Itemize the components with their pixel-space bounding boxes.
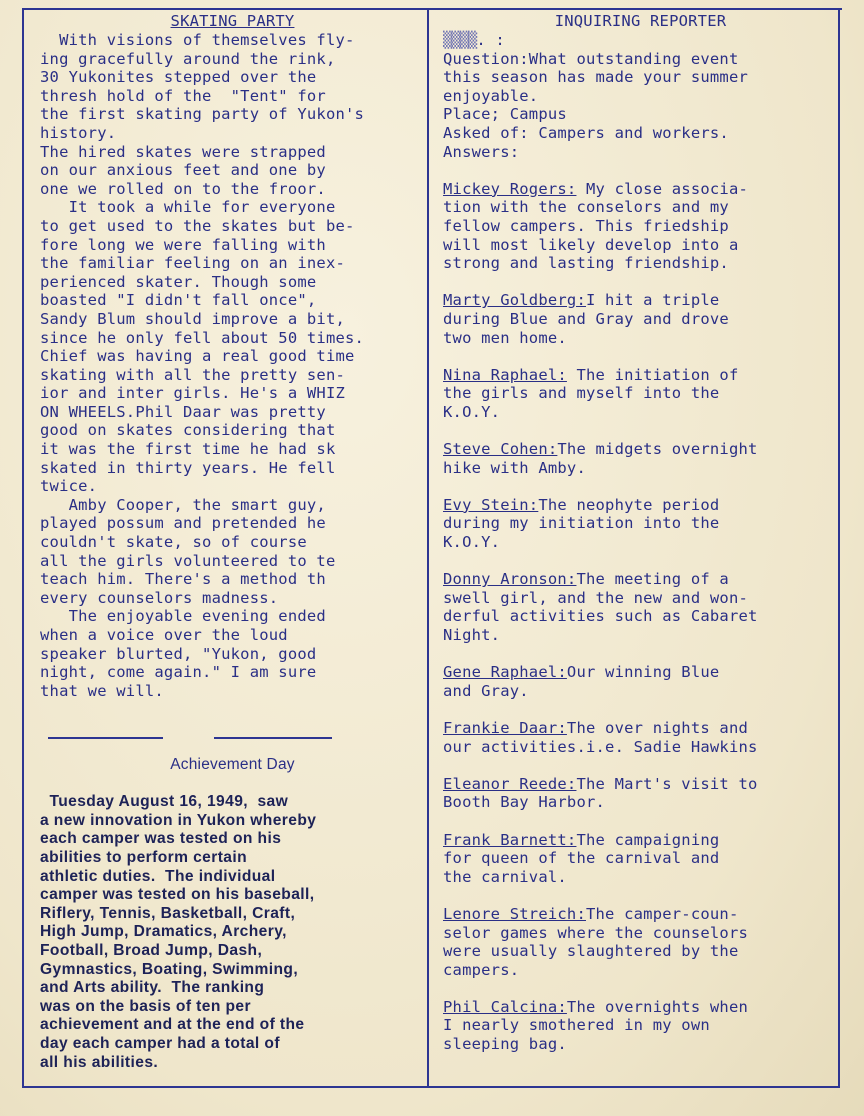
skating-text-line: ior and inter girls. He's a WHIZ — [40, 384, 346, 403]
answer-text-line: K.O.Y. — [443, 533, 501, 552]
skating-text-line: twice. — [40, 477, 98, 496]
achievement-text-line: Gymnastics, Boating, Swimming, — [40, 960, 299, 978]
achievement-text-line: all his abilities. — [40, 1053, 159, 1071]
skating-text-line: It took a while for everyone — [40, 198, 336, 217]
skating-text-line: 30 Yukonites stepped over the — [40, 68, 317, 87]
skating-text-line: on our anxious feet and one by — [40, 161, 326, 180]
answer-text-line: The initiation of — [566, 365, 739, 384]
answer-text-line: tion with the conselors and my — [443, 198, 729, 217]
answer-name: Gene Raphael: — [443, 663, 567, 682]
answer-text-line: The midgets overnight — [557, 440, 758, 459]
skating-text-line: The enjoyable evening ended — [40, 607, 326, 626]
smudge-text: . : — [476, 31, 505, 49]
answer-text-line: strong and lasting friendship. — [443, 254, 729, 273]
achievement-title: Achievement Day — [170, 756, 295, 773]
skating-text-line: it was the first time he had sk — [40, 440, 336, 459]
reporter-intro-line: Answers: — [443, 142, 520, 161]
answer-name: Steve Cohen: — [443, 440, 558, 459]
achievement-text-line: High Jump, Dramatics, Archery, — [40, 923, 287, 941]
answer-text-line: Our winning Blue — [566, 663, 720, 682]
answer-text-line: derful activities such as Cabaret — [443, 607, 758, 626]
answer-text-line: were usually slaughtered by the — [443, 942, 739, 961]
answer-name: Marty Goldberg: — [443, 291, 586, 310]
achievement-text-line: Tuesday August 16, 1949, saw — [40, 793, 289, 811]
achievement-text-line: and Arts ability. The ranking — [40, 979, 265, 997]
skating-text-line: that we will. — [40, 681, 164, 700]
achievement-text-line: Riflery, Tennis, Basketball, Craft, — [40, 904, 296, 922]
skating-text-line: With visions of themselves fly- — [40, 31, 355, 49]
answer-name: Evy Stein: — [443, 495, 539, 514]
reporter-intro-line: Question:What outstanding event — [443, 49, 739, 68]
skating-text-line: fore long we were falling with — [40, 235, 326, 254]
skating-text-line: skating with all the pretty sen- — [40, 365, 346, 384]
answer-text-line: swell girl, and the new and won- — [443, 588, 749, 607]
skating-text-line: perienced skater. Though some — [40, 272, 317, 291]
reporter-intro-line: enjoyable. — [443, 86, 539, 105]
skating-text-line: night, come again." I am sure — [40, 663, 317, 682]
answer-entry — [443, 496, 838, 570]
left-border — [22, 8, 24, 1088]
answer-text-line: selor games where the counselors — [443, 923, 749, 942]
skating-text-line: played possum and pretended he — [40, 514, 326, 533]
reporter-answers — [443, 180, 838, 1073]
answer-entry — [443, 291, 838, 365]
answer-text-line: during my initiation into the — [443, 514, 720, 533]
answer-text-line: hike with Amby. — [443, 458, 586, 477]
answer-name: Frank Barnett: — [443, 830, 577, 849]
achievement-text-line: each camper was tested on his — [40, 830, 282, 848]
reporter-intro-line: Asked of: Campers and workers. — [443, 123, 729, 142]
answer-text-line: The Mart's visit to — [576, 774, 758, 793]
answer-entry — [443, 440, 838, 496]
skating-text-line: skated in thirty years. He fell — [40, 458, 336, 477]
skating-text-line: Amby Cooper, the smart guy, — [40, 495, 326, 514]
answer-text-line: the girls and myself into the — [443, 384, 720, 403]
achievement-text-line: athletic duties. The individual — [40, 867, 276, 885]
skating-title: SKATING PARTY — [170, 12, 295, 30]
skating-text-line: since he only fell about 50 times. — [40, 328, 365, 347]
answer-text-line: two men home. — [443, 328, 567, 347]
answer-name: Frankie Daar: — [443, 718, 567, 737]
skating-text-line: Sandy Blum should improve a bit, — [40, 309, 346, 328]
answer-entry — [443, 998, 838, 1072]
ink-smudge: ▒▒▒▒ — [443, 31, 477, 49]
answer-text-line: during Blue and Gray and drove — [443, 309, 729, 328]
skating-article — [40, 31, 425, 700]
answer-name: Phil Calcina: — [443, 997, 567, 1016]
answer-entry — [443, 719, 838, 775]
right-border — [838, 8, 840, 1088]
skating-text-line: The hired skates were strapped — [40, 142, 326, 161]
skating-text-line: Chief was having a real good time — [40, 347, 355, 366]
achievement-block — [40, 756, 425, 1072]
achievement-text-line: was on the basis of ten per — [40, 997, 251, 1015]
answer-entry — [443, 180, 838, 292]
answer-text-line: I nearly smothered in my own — [443, 1016, 710, 1035]
answer-name: Eleanor Reede: — [443, 774, 577, 793]
answer-text-line: The campaigning — [576, 830, 720, 849]
achievement-text-line: camper was tested on his baseball, — [40, 886, 315, 904]
skating-text-line: one we rolled on to the froor. — [40, 179, 326, 198]
answer-text-line: The neophyte period — [538, 495, 720, 514]
answer-text-line: My close associa- — [576, 179, 749, 198]
answer-entry — [443, 663, 838, 719]
separator-right — [214, 737, 332, 739]
skating-text-line: ON WHEELS.Phil Daar was pretty — [40, 402, 326, 421]
achievement-article — [40, 793, 425, 1072]
achievement-text-line: achievement and at the end of the — [40, 1016, 305, 1034]
answer-entry — [443, 831, 838, 905]
answer-text-line: K.O.Y. — [443, 402, 501, 421]
answer-text-line: The overnights when — [566, 997, 749, 1016]
answer-text-line: campers. — [443, 960, 520, 979]
answer-text-line: Booth Bay Harbor. — [443, 793, 606, 812]
answer-entry — [443, 775, 838, 831]
answer-name: Donny Aronson: — [443, 570, 577, 589]
reporter-intro-line: this season has made your summer — [443, 68, 749, 87]
skating-text-line: ing gracefully around the rink, — [40, 49, 336, 68]
achievement-text-line: day each camper had a total of — [40, 1034, 280, 1052]
answer-text-line: sleeping bag. — [443, 1035, 567, 1054]
skating-text-line: to get used to the skates but be- — [40, 216, 355, 235]
left-column — [40, 12, 425, 700]
skating-text-line: the familiar feeling on an inex- — [40, 254, 346, 273]
skating-text-line: teach him. There's a method th — [40, 570, 326, 589]
bottom-border — [22, 1086, 840, 1088]
answer-text-line: our activities.i.e. Sadie Hawkins — [443, 737, 758, 756]
answer-name: Nina Raphael: — [443, 365, 567, 384]
achievement-text-line: abilities to perform certain — [40, 848, 248, 866]
skating-text-line: the first skating party of Yukon's — [40, 105, 365, 124]
answer-text-line: Night. — [443, 626, 501, 644]
achievement-text-line: Football, Broad Jump, Dash, — [40, 941, 263, 959]
answer-entry — [443, 366, 838, 440]
skating-text-line: all the girls volunteered to te — [40, 551, 336, 570]
answer-text-line: I hit a triple — [585, 291, 720, 310]
answer-name: Mickey Rogers: — [443, 179, 577, 198]
answer-entry — [443, 905, 838, 998]
separator-left — [48, 737, 163, 739]
skating-text-line: speaker blurted, "Yukon, good — [40, 644, 317, 663]
answer-text-line: fellow campers. This friedship — [443, 216, 729, 235]
skating-text-line: boasted "I didn't fall once", — [40, 291, 317, 310]
answer-text-line: The over nights and — [566, 718, 749, 737]
skating-text-line: couldn't skate, so of course — [40, 533, 307, 552]
answer-text-line: and Gray. — [443, 681, 529, 700]
answer-entry — [443, 570, 838, 663]
top-border — [22, 8, 842, 10]
skating-text-line: history. — [40, 123, 117, 142]
answer-name: Lenore Streich: — [443, 904, 586, 923]
column-divider — [427, 8, 429, 1088]
skating-text-line: when a voice over the loud — [40, 626, 288, 644]
answer-text-line: for queen of the carnival and — [443, 849, 720, 868]
answer-text-line: the carnival. — [443, 867, 567, 886]
skating-text-line: good on skates considering that — [40, 421, 336, 440]
answer-text-line: will most likely develop into a — [443, 235, 739, 254]
skating-text-line: every counselors madness. — [40, 588, 279, 607]
skating-text-line: thresh hold of the "Tent" for — [40, 86, 326, 105]
reporter-title: INQUIRING REPORTER — [554, 12, 727, 30]
reporter-intro — [443, 50, 838, 162]
answer-text-line: The camper-coun- — [585, 904, 739, 923]
achievement-text-line: a new innovation in Yukon whereby — [40, 811, 317, 829]
answer-text-line: The meeting of a — [576, 570, 729, 589]
right-column — [443, 12, 838, 1072]
reporter-intro-line: Place; Campus — [443, 105, 567, 124]
